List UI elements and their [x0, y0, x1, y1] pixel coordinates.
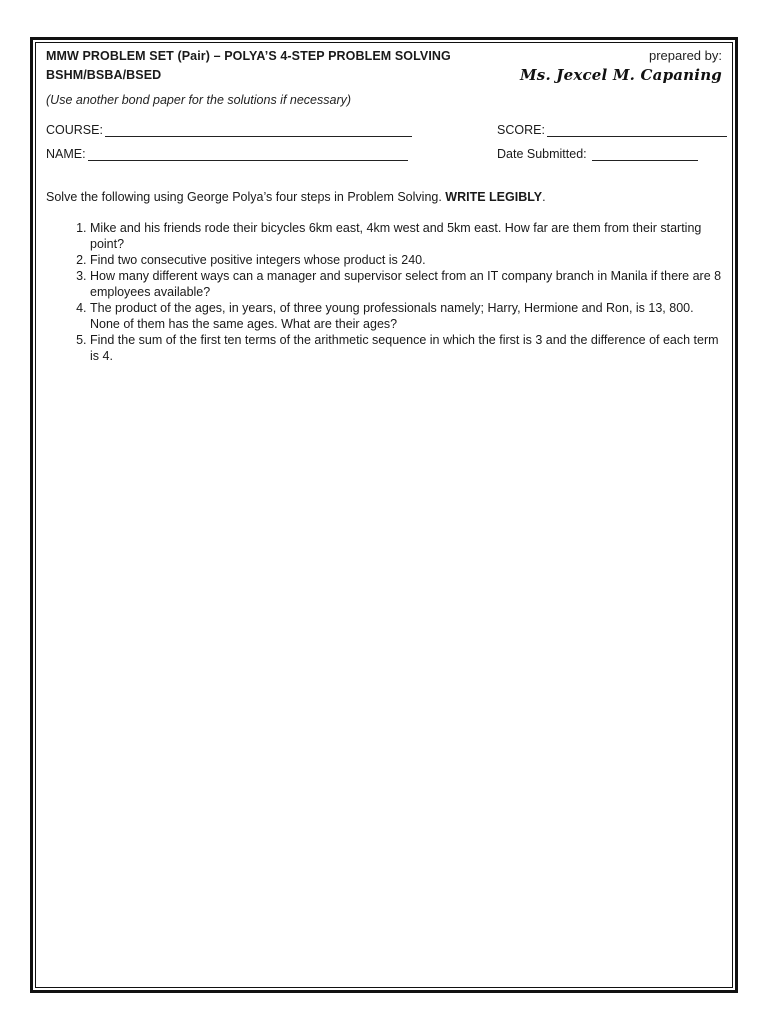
- date-submitted-field[interactable]: [497, 147, 698, 161]
- name-label: NAME:: [46, 147, 86, 161]
- score-blank-line[interactable]: [547, 123, 727, 137]
- course-field[interactable]: [46, 123, 412, 137]
- name-field[interactable]: [46, 147, 408, 161]
- title-line-1: MMW PROBLEM SET (Pair) – POLYA’S 4-STEP PROBLEM SOLVING: [46, 49, 451, 63]
- date-submitted-label: Date Submitted:: [497, 147, 587, 161]
- course-label: COURSE:: [46, 123, 103, 137]
- instructions: [46, 188, 722, 206]
- date-blank-line[interactable]: [592, 147, 698, 161]
- problem-list: [46, 220, 722, 364]
- instructions-text: Solve the following using George Polya’s four steps in Problem Solving.: [46, 190, 446, 204]
- field-row-name-date: [46, 147, 722, 171]
- problem-item: 2. Find two consecutive positive integers whose product is 240.: [90, 252, 722, 268]
- bond-paper-note: (Use another bond paper for the solutions if necessary): [46, 93, 352, 107]
- problem-item: 3. How many different ways can a manager and supervisor select from an IT company branch in Manila if there are 8 employees available?: [90, 268, 722, 300]
- instructions-emphasis: WRITE LEGIBLY: [445, 190, 543, 204]
- worksheet-title: [46, 47, 451, 85]
- problem-item: 1. Mike and his friends rode their bicycles 6km east, 4km west and 5km east. How far are them from their starting point?: [90, 220, 722, 252]
- problem-item: 5. Find the sum of the first ten terms of the arithmetic sequence in which the first is 3 and the difference of each term is 4.: [90, 332, 722, 364]
- course-blank-line[interactable]: [105, 123, 412, 137]
- field-row-course-score: [46, 123, 722, 147]
- score-label: SCORE:: [497, 123, 545, 137]
- name-blank-line[interactable]: [88, 147, 408, 161]
- worksheet: [46, 47, 722, 364]
- score-field[interactable]: [497, 123, 727, 137]
- problem-item: 4. The product of the ages, in years, of three young professionals namely; Harry, Hermione and Ron, is 13, 800. None of them has the same ages. What are their ages?: [90, 300, 722, 332]
- instructions-end: .: [542, 190, 546, 204]
- preparer-signature: Ms. Jexcel M. Capaning: [520, 66, 722, 84]
- worksheet-header: [46, 47, 722, 89]
- preparer-block: [520, 47, 722, 85]
- title-line-2: BSHM/BSBA/BSED: [46, 68, 162, 82]
- prepared-by-label: prepared by:: [649, 48, 722, 63]
